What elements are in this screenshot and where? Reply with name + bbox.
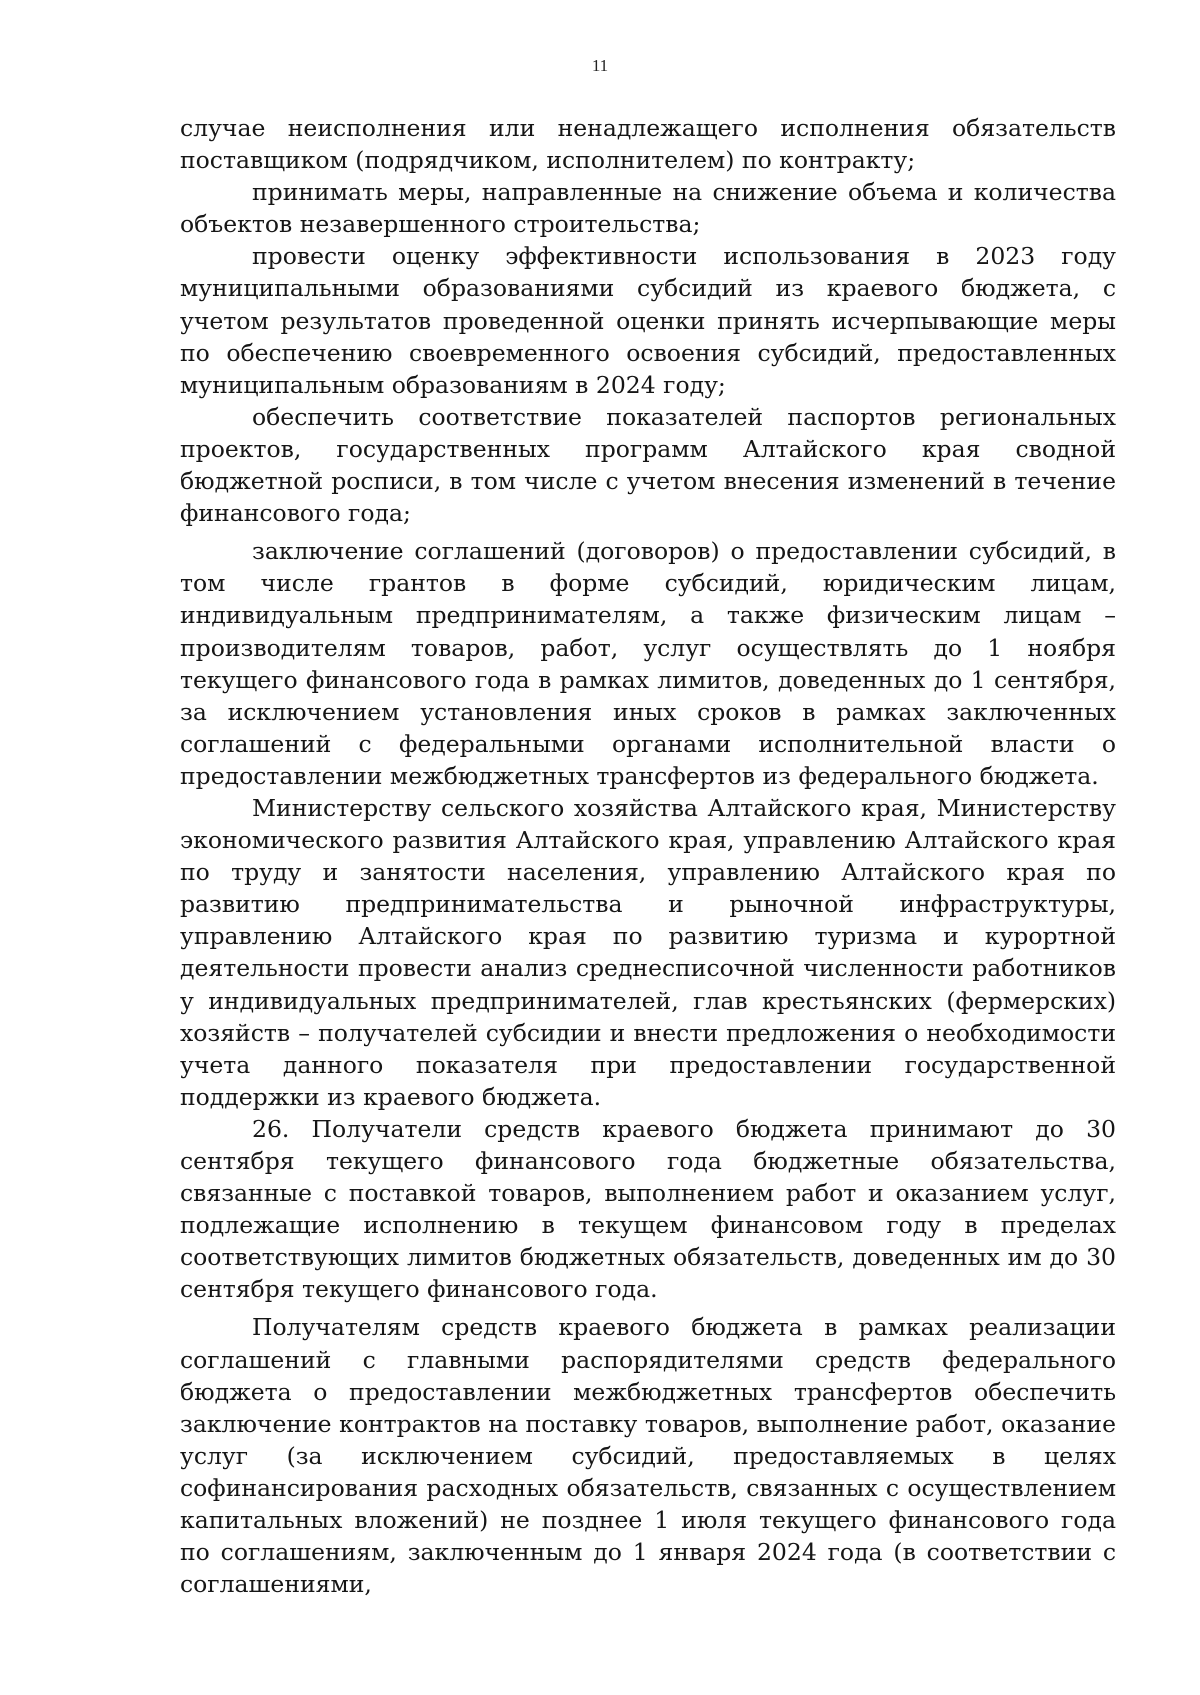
paragraph-3: провести оценку эффективности использования в 2023 году муниципальными образованиями субсидий из краевого бюджета, с учетом результатов проведенной оценки принять исчерпывающие меры по обеспечению своевременного освоения субсидий, предоставленных муниципальным образованиям в 2024 году; xyxy=(180,242,1116,399)
paragraph-6: Министерству сельского хозяйства Алтайского края, Министерству экономического развития Алтайского края, управлению Алтайского края по труду и занятости населения, управлению Алтайского края по развитию предпринимательства и рыночной инфраструктуры, управлению Алтайского края по развитию туризма и курортной деятельности провести анализ среднесписочной численности работников у индивидуальных предпринимателей, глав крестьянских (фермерских) хозяйств – получателей субсидии и внести предложения о необходимости учета данного показателя при предоставлении государственной поддержки из краевого бюджета. xyxy=(180,793,1116,1111)
paragraph-4: обеспечить соответствие показателей паспортов региональных проектов, государственных программ Алтайского края сводной бюджетной росписи, в том числе с учетом внесения изменений в течение финансового года; xyxy=(180,402,1116,528)
paragraph-2: принимать меры, направленные на снижение объема и количества объектов незавершенного строительства; xyxy=(180,178,1116,239)
page-number: 11 xyxy=(591,56,609,75)
paragraph-8: Получателям средств краевого бюджета в рамках реализации соглашений с главными распорядителями средств федерального бюджета о предоставлении межбюджетных трансфертов обеспечить заключение контрактов на поставку товаров, выполнение работ, оказание услуг (за исключением субсидий, предоставляемых в целях софинансирования расходных обязательств, связанных с осуществлением капитальных вложений) не позднее 1 июля текущего финансового года по соглашениям, заключенным до 1 января 2024 года (в соответствии с соглашениями, xyxy=(180,1313,1116,1599)
document-body xyxy=(180,112,1116,1600)
paragraph-1: случае неисполнения или ненадлежащего исполнения обязательств поставщиком (подрядчиком, исполнителем) по контракту; xyxy=(180,114,1116,175)
paragraph-5: заключение соглашений (договоров) о предоставлении субсидий, в том числе грантов в форме субсидий, юридическим лицам, индивидуальным предпринимателям, а также физическим лицам – производителям товаров, работ, услуг осуществлять до 1 ноября текущего финансового года в рамках лимитов, доведенных до 1 сентября, за исключением установления иных сроков в рамках заключенных соглашений с федеральными органами исполнительной власти о предоставлении межбюджетных трансфертов из федерального бюджета. xyxy=(180,537,1116,790)
paragraph-7: 26. Получатели средств краевого бюджета принимают до 30 сентября текущего финансового года бюджетные обязательства, связанные с поставкой товаров, выполнением работ и оказанием услуг, подлежащие исполнению в текущем финансовом году в пределах соответствующих лимитов бюджетных обязательств, доведенных им до 30 сентября текущего финансового года. xyxy=(180,1114,1116,1304)
